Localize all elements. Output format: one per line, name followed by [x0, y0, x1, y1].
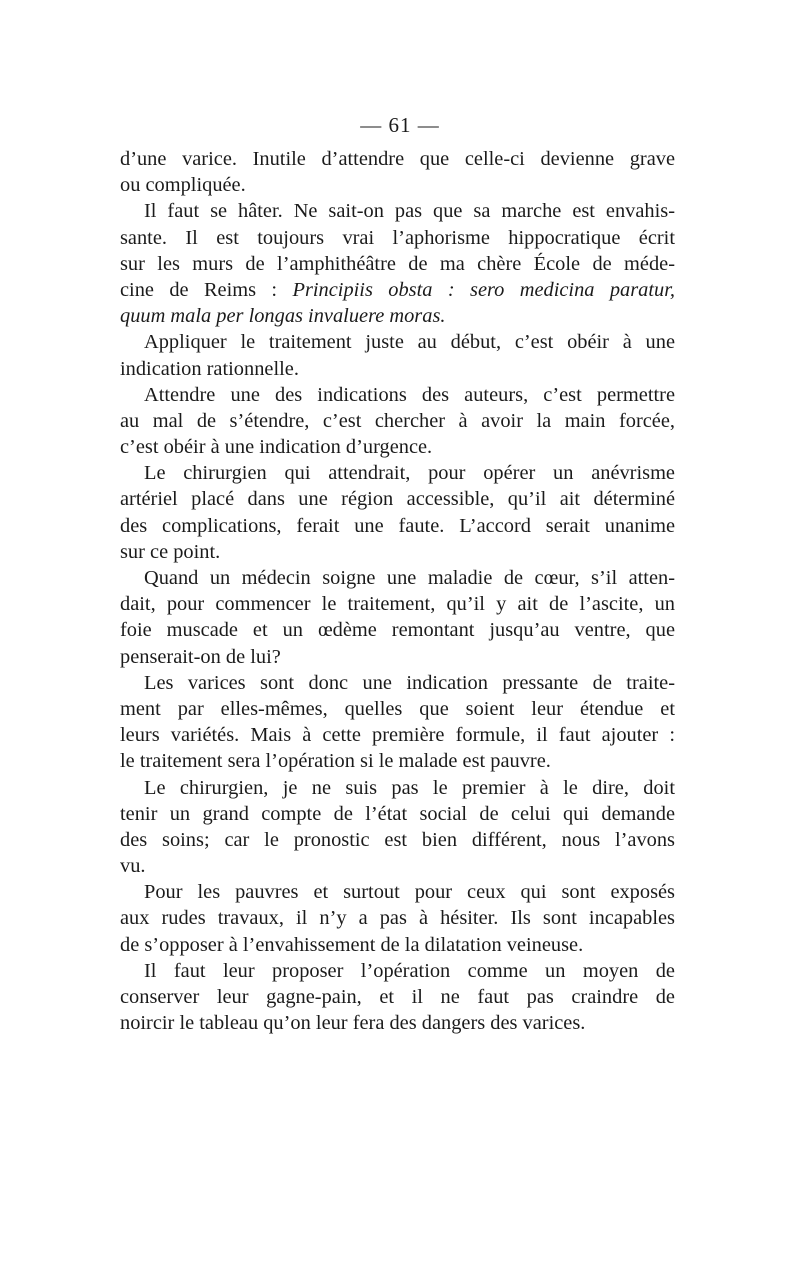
text-line — [120, 722, 675, 748]
text-line — [120, 801, 675, 827]
page-number: — 61 — — [360, 113, 440, 137]
text-line — [120, 905, 675, 931]
text-line — [120, 932, 675, 958]
text-line — [120, 172, 675, 198]
text-line — [120, 696, 675, 722]
text-line-roman: au mal de s’étendre, c’est chercher à avoir la main forcée, — [120, 409, 675, 432]
text-line — [120, 591, 675, 617]
text-line — [120, 827, 675, 853]
text-line-roman: ment par elles-mêmes, quelles que soient leur étendue et — [120, 697, 675, 720]
text-line — [120, 644, 675, 670]
text-line — [120, 748, 675, 774]
text-line-italic: quum mala per longas invaluere moras. — [120, 305, 446, 328]
text-line — [120, 225, 675, 251]
text-line-italic: Principiis obsta : sero medicina paratur, — [292, 278, 676, 301]
text-line — [120, 277, 675, 303]
text-line-roman: indication rationnelle. — [120, 357, 299, 380]
text-line-roman: Quand un médecin soigne une maladie de cœur, s’il atten- — [144, 567, 675, 589]
text-line-roman: Attendre une des indications des auteurs, c’est permettre — [144, 383, 675, 406]
text-line-roman: Pour les pauvres et surtout pour ceux qui sont exposés — [144, 881, 675, 904]
text-line — [120, 329, 675, 355]
text-line-roman: penserait-on de lui? — [120, 645, 281, 668]
text-line-roman: des complications, ferait une faute. L’accord serait unanime — [120, 514, 675, 537]
body-text — [120, 146, 675, 1036]
text-line-roman: de s’opposer à l’envahissement de la dilatation veineuse. — [120, 933, 584, 956]
text-line-roman: sur ce point. — [120, 540, 221, 563]
text-line — [120, 382, 675, 408]
text-line — [120, 1010, 675, 1036]
text-line — [120, 775, 675, 801]
text-line-roman: noircir le tableau qu’on leur fera des dangers des varices. — [120, 1012, 586, 1035]
text-line-roman: leurs variétés. Mais à cette première formule, il faut ajouter : — [120, 724, 675, 747]
text-line-roman: dait, pour commencer le traitement, qu’il y ait de l’ascite, un — [120, 593, 675, 616]
text-line — [120, 879, 675, 905]
text-line — [120, 670, 675, 696]
text-line — [120, 408, 675, 434]
text-line — [120, 853, 675, 879]
text-line-roman: des soins; car le pronostic est bien différent, nous l’avons — [120, 828, 675, 851]
text-line-roman: Appliquer le traitement juste au début, c’est obéir à une — [144, 331, 675, 354]
text-line — [120, 198, 675, 224]
text-line-roman: tenir un grand compte de l’état social de celui qui demande — [120, 802, 675, 825]
text-line-roman: Le chirurgien, je ne suis pas le premier à le dire, doit — [144, 776, 675, 799]
text-line — [120, 565, 675, 591]
text-line-roman: Il faut se hâter. Ne sait-on pas que sa marche est envahis- — [144, 200, 675, 223]
text-line-roman: c’est obéir à une indication d’urgence. — [120, 436, 433, 459]
text-line — [120, 434, 675, 460]
text-line — [120, 617, 675, 643]
text-line — [120, 539, 675, 565]
text-line — [120, 486, 675, 512]
text-line — [120, 303, 675, 329]
text-line-roman: Il faut leur proposer l’opération comme un moyen de — [144, 959, 675, 982]
text-line-roman: le traitement sera l’opération si le malade est pauvre. — [120, 750, 551, 773]
text-line-roman: sante. Il est toujours vrai l’aphorisme hippocratique écrit — [120, 226, 675, 249]
text-line — [120, 513, 675, 539]
text-line-roman: d’une varice. Inutile d’attendre que celle-ci devienne grave — [120, 148, 675, 170]
text-line — [120, 984, 675, 1010]
text-line — [120, 356, 675, 382]
text-line-roman: cine de Reims : — [120, 278, 293, 301]
text-line-roman: conserver leur gagne-pain, et il ne faut pas craindre de — [120, 986, 675, 1008]
text-line — [120, 146, 675, 172]
text-line-roman: aux rudes travaux, il n’y a pas à hésiter. Ils sont incapables — [120, 907, 675, 930]
text-line-roman: Les varices sont donc une indication pressante de traite- — [144, 671, 675, 694]
text-line-roman: ou compliquée. — [120, 174, 246, 197]
text-line-roman: artériel placé dans une région accessible, qu’il ait déterminé — [120, 488, 675, 511]
text-line-roman: foie muscade et un œdème remontant jusqu’au ventre, que — [120, 619, 675, 642]
text-line-roman: sur les murs de l’amphithéâtre de ma chère École de méde- — [120, 252, 675, 275]
text-line-roman: vu. — [120, 855, 146, 878]
text-line — [120, 958, 675, 984]
text-line — [120, 460, 675, 486]
text-line-roman: Le chirurgien qui attendrait, pour opérer un anévrisme — [144, 462, 675, 485]
text-line — [120, 251, 675, 277]
